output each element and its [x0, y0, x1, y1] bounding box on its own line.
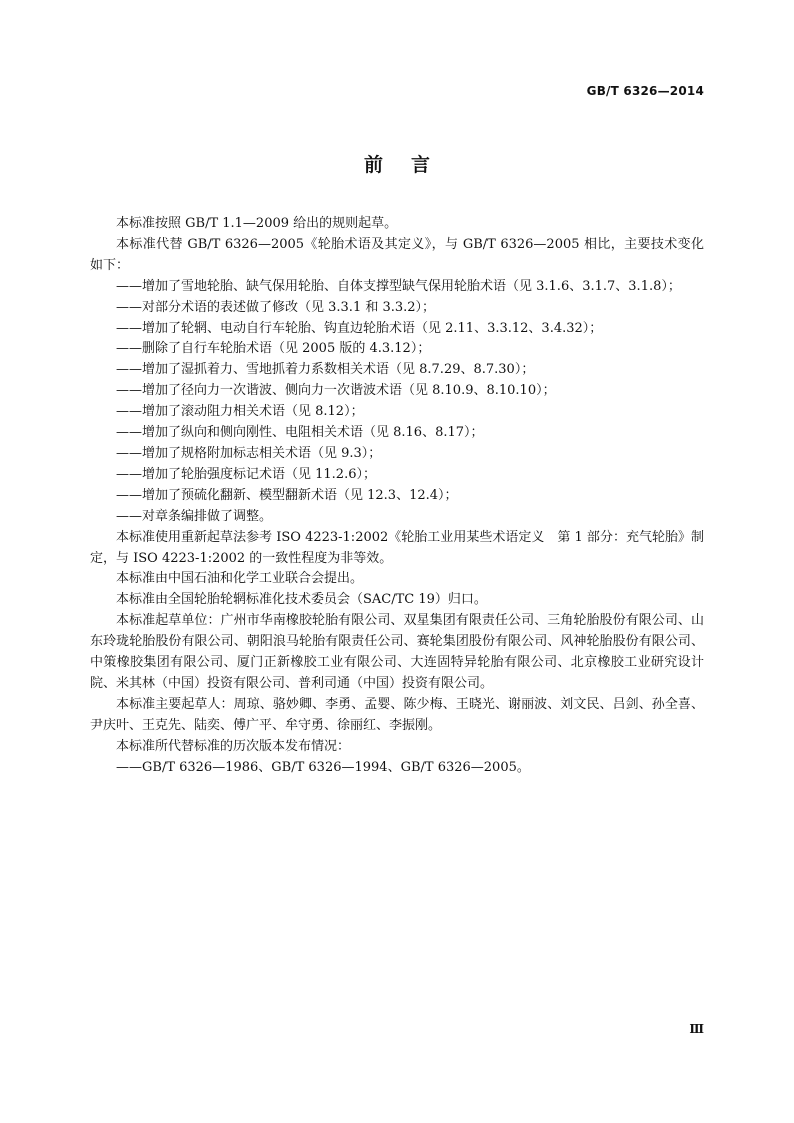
paragraph-proposer: 本标准由中国石油和化学工业联合会提出。	[116, 571, 364, 587]
change-item: ——对部分术语的表述做了修改（见 3.3.1 和 3.3.2）；	[116, 299, 436, 315]
paragraph-drafting-rules: 本标准按照 GB/T 1.1—2009 给出的规则起草。	[116, 216, 398, 231]
paragraph-replacement: 本标准代替 GB/T 6326—2005《轮胎术语及其定义》，与 GB/T 6326—2005 相比，主要技术变化如下：	[90, 236, 704, 273]
change-item: ——增加了雪地轮胎、缺气保用轮胎、自体支撑型缺气保用轮胎术语（见 3.1.6、3.1.7、3.1.8）；	[116, 278, 681, 294]
paragraph-committee: 本标准由全国轮胎轮辋标准化技术委员会（SAC/TC 19）归口。	[116, 592, 487, 608]
change-item: ——增加了纵向和侧向刚性、电阻相关术语（见 8.16、8.17）；	[116, 425, 484, 441]
change-item: ——增加了预硫化翻新、模型翻新术语（见 12.3、12.4）；	[116, 487, 458, 503]
paragraph-history-intro: 本标准所代替标准的历次版本发布情况：	[116, 738, 351, 754]
standard-code-header: GB/T 6326—2014	[586, 84, 704, 98]
history-item: ——GB/T 6326—1986、GB/T 6326—1994、GB/T 6326—2005。	[116, 759, 530, 775]
change-item: ——增加了滚动阻力相关术语（见 8.12）；	[116, 404, 364, 420]
change-item: ——增加了轮辋、电动自行车轮胎、钩直边轮胎术语（见 2.11、3.3.12、3.4.32）；	[116, 320, 603, 336]
paragraph-drafting-units: 本标准起草单位：广州市华南橡胶轮胎有限公司、双星集团有限责任公司、三角轮胎股份有限公司、山东玲珑轮胎股份有限公司、朝阳浪马轮胎有限责任公司、赛轮集团股份有限公司、风神轮胎股份有限公司、中策橡胶集团有限公司、厦门正新橡胶工业有限公司、大连固特异轮胎有限公司、北京橡胶工业研究设计院、米其林（中国）投资有限公司、普利司通（中国）投资有限公司。	[90, 613, 704, 691]
change-item: ——增加了规格附加标志相关术语（见 9.3）；	[116, 445, 382, 461]
page-number: Ⅲ	[689, 1022, 704, 1036]
page-title: 前言	[363, 154, 458, 176]
paragraph-iso-reference: 本标准使用重新起草法参考 ISO 4223-1:2002《轮胎工业用某些术语定义 第 1 部分：充气轮胎》制定，与 ISO 4223-1:2002 的一致性程度为非等效。	[90, 529, 704, 566]
change-item: ——对章条编排做了调整。	[116, 508, 273, 524]
change-item: ——删除了自行车轮胎术语（见 2005 版的 4.3.12）；	[116, 341, 431, 357]
change-item: ——增加了径向力一次谐波、侧向力一次谐波术语（见 8.10.9、8.10.10）；	[116, 383, 556, 399]
change-item: ——增加了轮胎强度标记术语（见 11.2.6）；	[116, 466, 376, 482]
paragraph-drafters: 本标准主要起草人：周琼、骆妙卿、李勇、孟婴、陈少梅、王晓光、谢丽波、刘文民、吕剑、孙全喜、尹庆叶、王克先、陆奕、傅广平、牟守勇、徐丽红、李振刚。	[90, 696, 704, 733]
change-item: ——增加了湿抓着力、雪地抓着力系数相关术语（见 8.7.29、8.7.30）；	[116, 362, 535, 378]
foreword-body	[90, 214, 704, 778]
